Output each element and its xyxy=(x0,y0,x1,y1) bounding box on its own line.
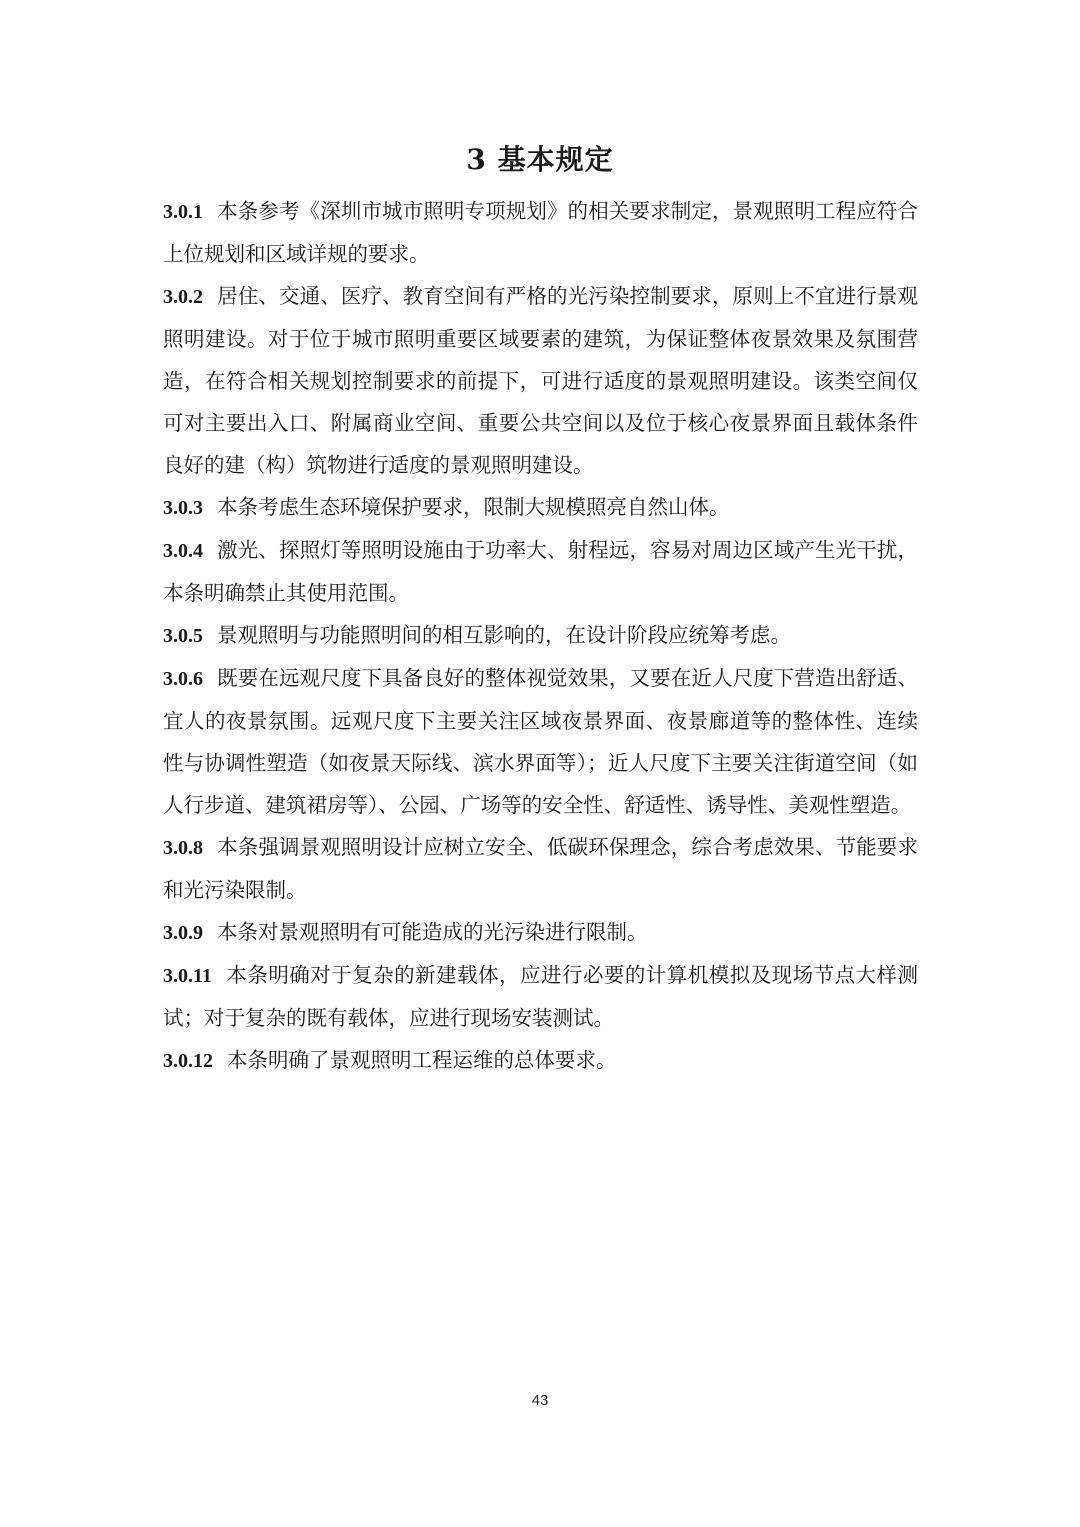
clause-list xyxy=(163,190,918,1082)
clause-number: 3.0.11 xyxy=(163,965,212,987)
page-number: 43 xyxy=(531,1392,549,1409)
clause-text: 本条对景观照明有可能造成的光污染进行限制。 xyxy=(217,920,648,944)
clause-number: 3.0.1 xyxy=(163,201,203,223)
clause-3-0-11 xyxy=(163,954,918,1039)
clause-3-0-12 xyxy=(163,1039,918,1082)
clause-text: 本条强调景观照明设计应树立安全、低碳环保理念，综合考虑效果、节能要求和光污染限制。 xyxy=(163,835,918,902)
clause-number: 3.0.3 xyxy=(163,497,203,519)
clause-text: 本条考虑生态环境保护要求，限制大规模照亮自然山体。 xyxy=(217,495,730,519)
clause-text: 本条明确对于复杂的新建载体，应进行必要的计算机模拟及现场节点大样测试；对于复杂的既有载体，应进行现场安装测试。 xyxy=(163,963,918,1030)
clause-3-0-1 xyxy=(163,190,918,275)
clause-number: 3.0.6 xyxy=(163,668,203,690)
clause-number: 3.0.5 xyxy=(163,625,203,647)
clause-number: 3.0.8 xyxy=(163,837,203,859)
clause-3-0-3 xyxy=(163,486,918,529)
clause-number: 3.0.9 xyxy=(163,922,203,944)
clause-number: 3.0.4 xyxy=(163,540,203,562)
clause-text: 激光、探照灯等照明设施由于功率大、射程远，容易对周边区域产生光干扰，本条明确禁止其使用范围。 xyxy=(163,538,918,605)
clause-3-0-9 xyxy=(163,911,918,954)
clause-3-0-2 xyxy=(163,275,918,486)
clause-3-0-8 xyxy=(163,826,918,911)
clause-number: 3.0.2 xyxy=(163,286,203,308)
clause-text: 景观照明与功能照明间的相互影响的，在设计阶段应统筹考虑。 xyxy=(217,623,791,647)
clause-text: 本条参考《深圳市城市照明专项规划》的相关要求制定，景观照明工程应符合上位规划和区域详规的要求。 xyxy=(163,199,918,266)
clause-text: 既要在远观尺度下具备良好的整体视觉效果，又要在近人尺度下营造出舒适、宜人的夜景氛围。远观尺度下主要关注区域夜景界面、夜景廊道等的整体性、连续性与协调性塑造（如夜景天际线、滨水界面等）；近人尺度下主要关注街道空间（如人行步道、建筑裙房等）、公园、广场等的安全性、舒适性、诱导性、美观性塑造。 xyxy=(163,666,918,817)
clause-text: 居住、交通、医疗、教育空间有严格的光污染控制要求，原则上不宜进行景观照明建设。对于位于城市照明重要区域要素的建筑，为保证整体夜景效果及氛围营造，在符合相关规划控制要求的前提下，可进行适度的景观照明建设。该类空间仅可对主要出入口、附属商业空间、重要公共空间以及位于核心夜景界面且载体条件良好的建（构）筑物进行适度的景观照明建设。 xyxy=(163,284,918,477)
clause-3-0-6 xyxy=(163,657,918,826)
clause-number: 3.0.12 xyxy=(163,1050,213,1072)
clause-3-0-4 xyxy=(163,529,918,614)
clause-text: 本条明确了景观照明工程运维的总体要求。 xyxy=(227,1048,617,1072)
clause-3-0-5 xyxy=(163,614,918,657)
section-title: 3 基本规定 xyxy=(466,143,614,176)
